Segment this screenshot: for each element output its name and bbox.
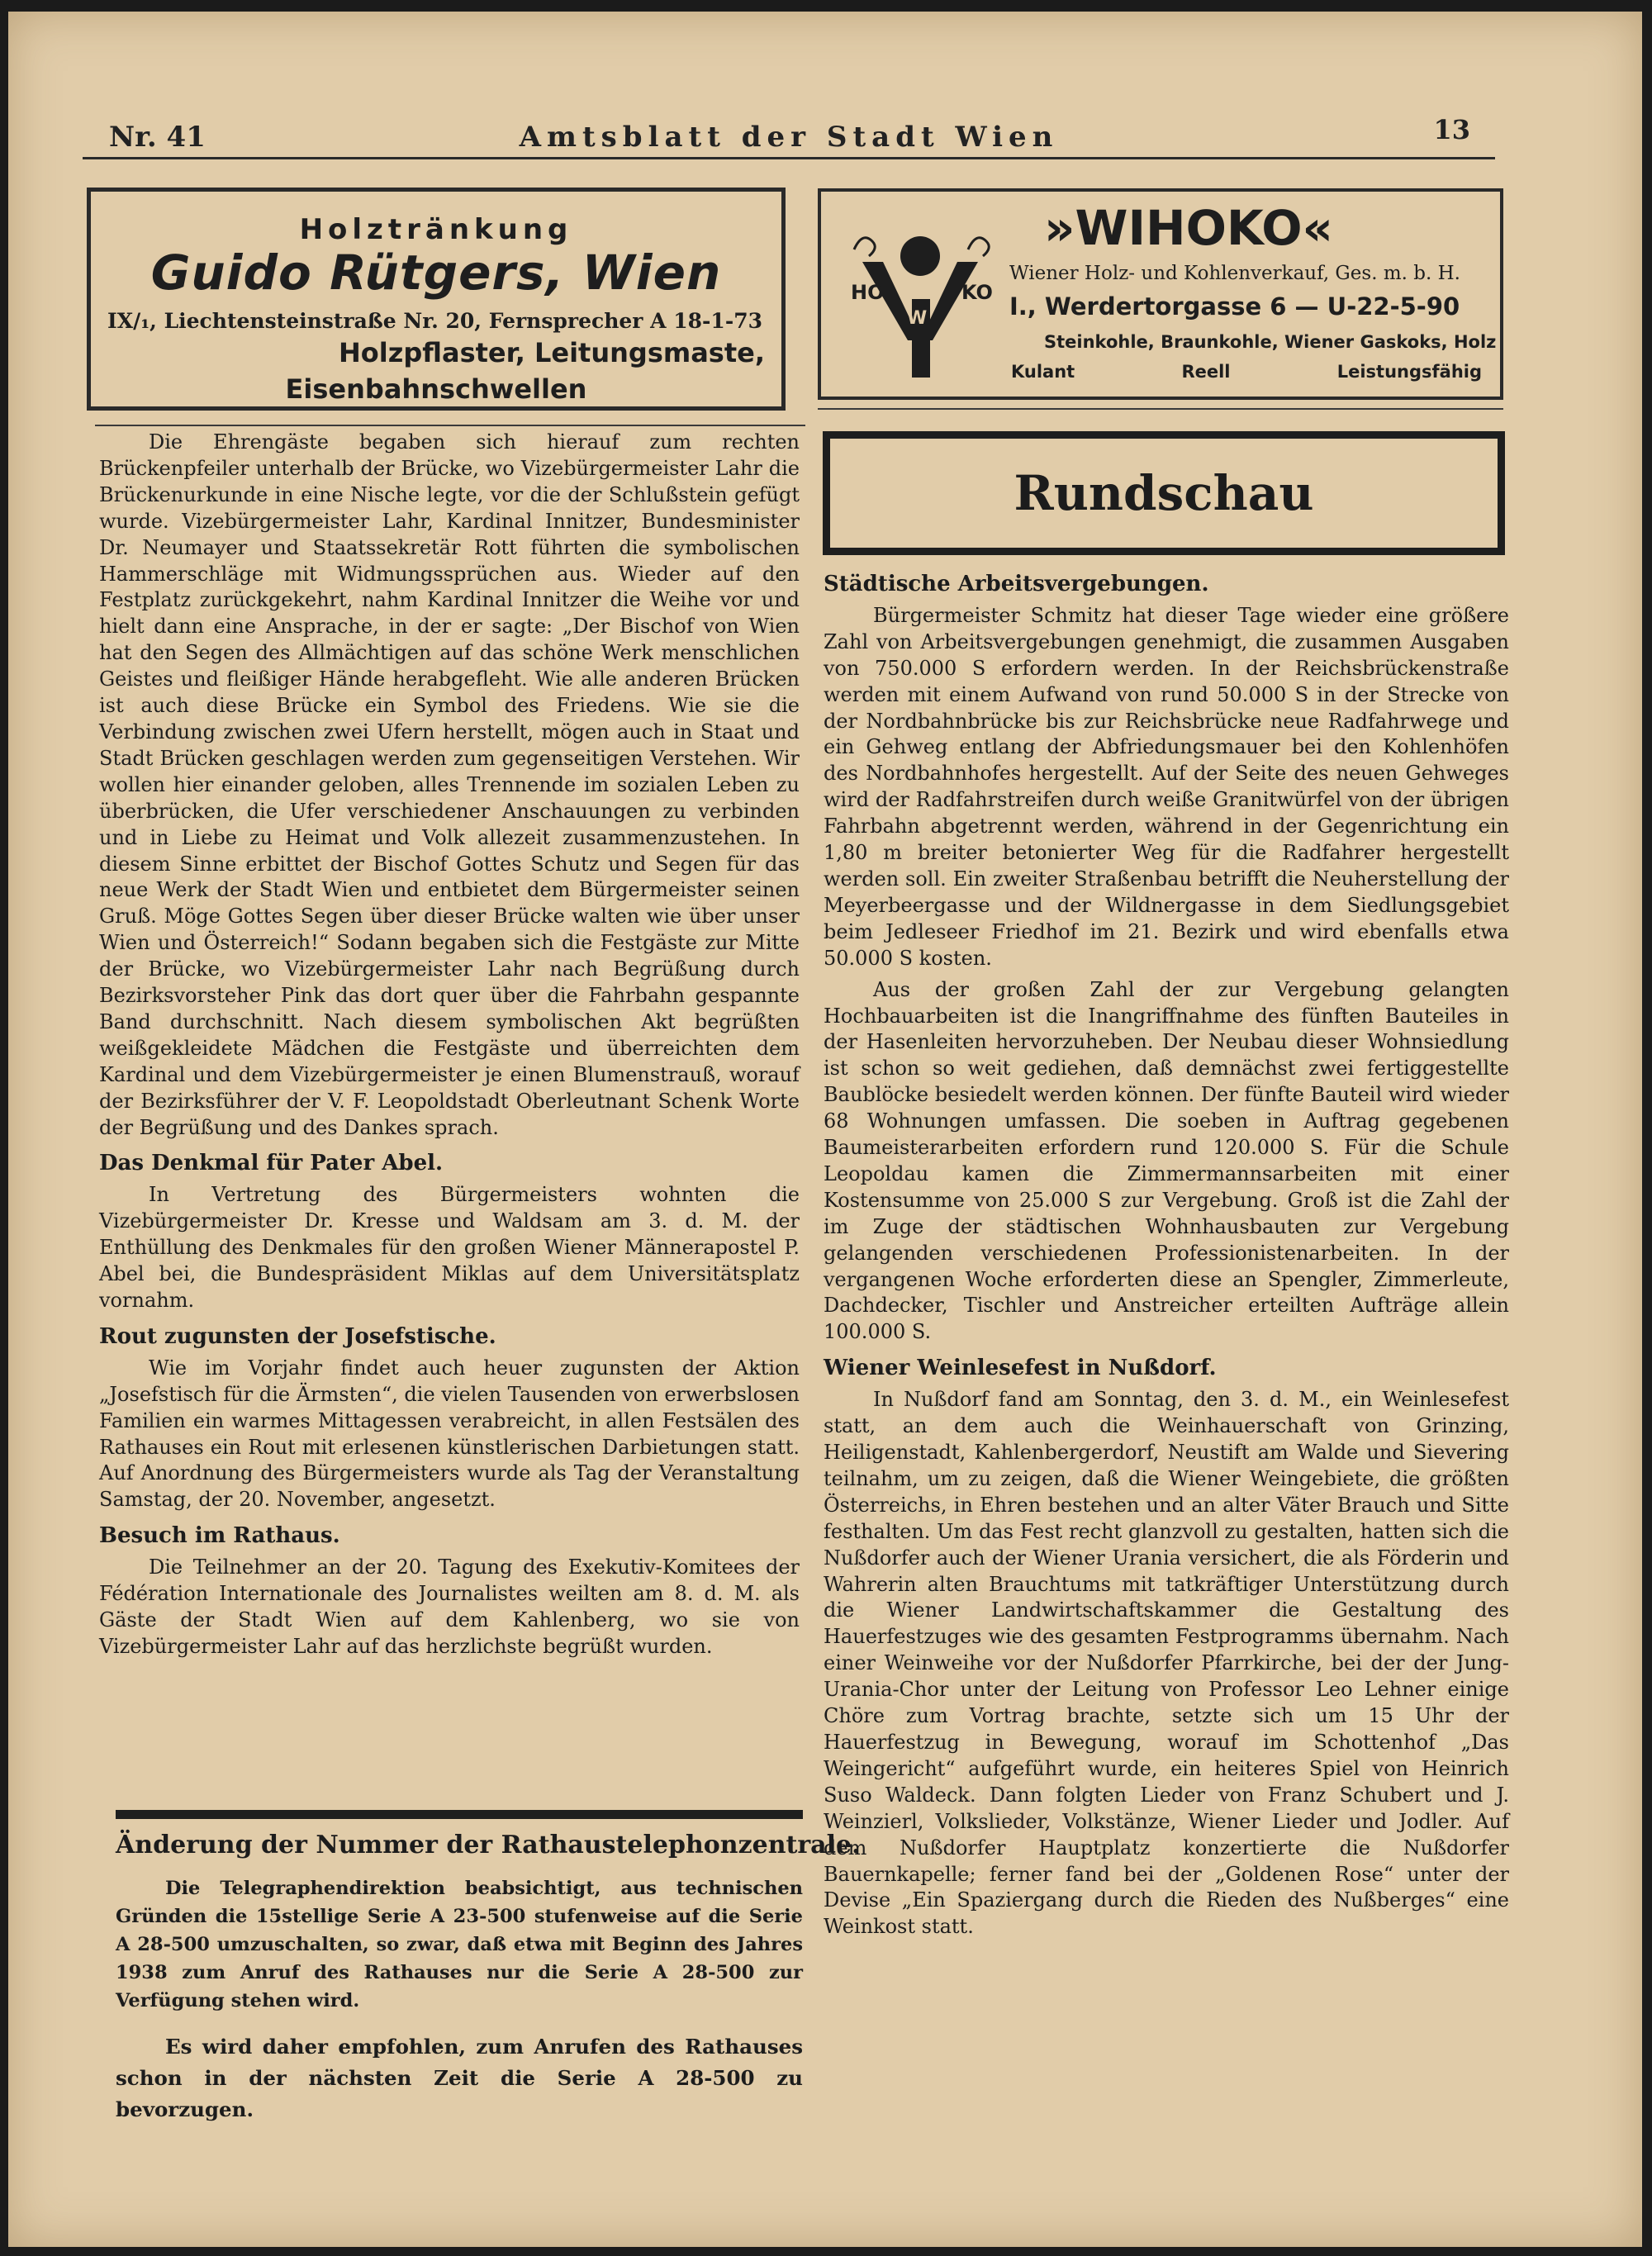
ad-ruetgers-name: Guido Rütgers, Wien (150, 245, 722, 301)
ad-ruetgers-address: IX/₁, Liechtensteinstraße Nr. 20, Fernsprecher A 18-1-73 (107, 309, 762, 333)
article-rout-paragraph: Wie im Vorjahr findet auch heuer zugunsten der Aktion „Josefstisch für die Ärmsten“, die vielen Tausenden von erwerbslosen Familien ein warmes Mittagessen verabreicht, in allen Festsälen des Rathauses ein Rout mit erlesenen künstlerischen Darbietungen statt. Auf Anordnung des Bürgermeisters wurde als Tag der Veranstaltung Samstag, der 20. November, angesetzt. (99, 1356, 800, 1512)
logo-letters-ko: KO (961, 281, 993, 304)
tag-reell: Reell (1181, 362, 1231, 382)
article-besuch-paragraph: Die Teilnehmer an der 20. Tagung des Exekutiv-Komitees der Fédération Internationale des Journalistes weilten am 8. d. M. als Gäste der Stadt Wien auf dem Kahlenberg, wo sie von Vizebürgermeister Lahr auf das herzlichste begrüßt wurden. (99, 1555, 800, 1658)
headline-besuch: Besuch im Rathaus. (99, 1523, 340, 1549)
newspaper-page (8, 12, 1642, 2247)
headline-weinlesefest: Wiener Weinlesefest in Nußdorf. (824, 1356, 1217, 1381)
ad-ruetgers-line1: Holzpflaster, Leitungsmaste, (338, 337, 765, 368)
ad-wihoko-name: »WIHOKO« (1044, 200, 1333, 256)
publication-title: Amtsblatt der Stadt Wien (519, 121, 1059, 154)
headline-denkmal: Das Denkmal für Pater Abel. (99, 1151, 444, 1176)
notice-paragraph-1: Die Telegraphendirektion beabsichtigt, aus technischen Gründen die 15stellige Serie A 23-500 stufenweise auf die Serie A 28-500 umzuschalten, so zwar, daß etwa mit Beginn des Jahres 1938 zum Anruf des Rathauses nur die Serie A 28-500 zur Verfügung stehen wird. (116, 1878, 803, 2011)
divider-right (818, 408, 1503, 410)
notice-title: Änderung der Nummer der Rathaustelephonzentrale. (116, 1831, 861, 1859)
ad-wihoko-subtitle: Wiener Holz- und Kohlenverkauf, Ges. m. b. H. (1009, 263, 1460, 284)
ad-ruetgers (87, 188, 786, 411)
tag-leistungsfaehig: Leistungsfähig (1336, 362, 1482, 382)
notice-paragraph-2: Es wird daher empfohlen, zum Anrufen des Rathauses schon in der nächsten Zeit die Serie A 28-500 zu bevorzugen. (116, 2035, 803, 2121)
article-bridge-paragraph: Die Ehrengäste begaben sich hierauf zum rechten Brückenpfeiler unterhalb der Brücke, wo Vizebürgermeister Lahr die Brückenurkunde in eine Nische legte, vor die der Schlußstein gefügt wurde. Vizebürgermeister Lahr, Kardinal Innitzer, Bundesminister Dr. Neumayer und Staatssekretär Rott führten die symbolischen Hammerschläge mit Widmungssprüchen aus. Wieder auf den Festplatz zurückgekehrt, nahm Kardinal Innitzer die Weihe vor und hielt dann eine Ansprache, in der er sagte: „Der Bischof von Wien hat den Segen des Allmächtigen auf das schöne Werk menschlichen Geistes und fleißiger Hände herabgefleht. Wie alle anderen Brücken ist auch diese Brücke ein Symbol des Friedens. Wie sie die Verbindung zwischen zwei Ufern herstellt, mögen auch in Staat und Stadt Brücken geschlagen werden zum gegenseitigen Verstehen. Wir wollen hier einander geloben, alles Trennende im sozialen Leben zu überbrücken, die Ufer verschiedener Anschauungen zu verbinden und in Liebe zu Heimat und Volk allezeit zusammenzustehen. In diesem Sinne erbittet der Bischof Gottes Schutz und Segen für das neue Werk der Stadt Wien und entbietet dem Bürgermeister seinen Gruß. Möge Gottes Segen über dieser Brücke walten wie über unser Wien und Österreich!“ Sodann begaben sich die Festgäste zur Mitte der Brücke, wo Vizebürgermeister Lahr nach Begrüßung durch Bezirksvorsteher Pink das dort quer über die Fahrbahn gespannte Band durchschnitt. Nach diesem symbolischen Akt begrüßten weißgekleidete Mädchen die Festgäste und überreichten dem Kardinal und dem Vizebürgermeister je einen Blumenstrauß, worauf der Bezirksführer der V. F. Leopoldstadt Oberleutnant Schenk Worte der Begrüßung und des Dankes sprach. (99, 430, 800, 1139)
article-weinlesefest-paragraph: In Nußdorf fand am Sonntag, den 3. d. M., ein Weinlesefest statt, an dem auch die Weinhauerschaft von Grinzing, Heiligenstadt, Kahlenbergerdorf, Neustift am Walde und Sievering teilnahm, um zu zeigen, daß die Wiener Weingebiete, die größten Österreichs, in Ehren bestehen und an alter Väter Brauch und Sitte festhalten. Um das Fest recht glanzvoll zu gestalten, hatten sich die Nußdorfer auch der Wiener Urania versichert, die als Förderin und Wahrerin alten Brauchtums mit tatkräftiger Unterstützung durch die Wiener Landwirtschaftskammer die Gestaltung des Hauerfestzuges wie des gesamten Festprogramms übernahm. Nach einer Weinweihe vor der Nußdorfer Pfarrkirche, bei der der Jung-Urania-Chor unter der Leitung von Professor Leo Lehner einige Chöre zum Vortrag brachte, setzte sich um 15 Uhr der Hauerfestzug in Bewegung, worauf im Schottenhof „Das Weingericht“ aufgeführt wurde, ein heiteres Spiel von Heinrich Suso Waldeck. Dann folgten Lieder von Franz Schubert und J. Weinzierl, Volkslieder, Volkstänze, Wiener Lieder und Jodler. Auf dem Nußdorfer Hauptplatz konzertierte die Nußdorfer Bauernkapelle; ferner fand bei der „Goldenen Rose“ unter der Devise „Ein Spaziergang durch die Rieden des Nußberges“ eine Weinkost statt. (824, 1388, 1509, 1939)
ad-ruetgers-top: Holztränkung (299, 213, 573, 246)
headline-rout: Rout zugunsten der Josefstische. (99, 1323, 496, 1349)
ad-ruetgers-line2: Eisenbahnschwellen (285, 373, 587, 405)
notice-divider-bar (116, 1810, 803, 1819)
ad-wihoko-tags (1011, 362, 1482, 382)
left-column (99, 430, 800, 1660)
tag-kulant: Kulant (1011, 362, 1075, 382)
article-denkmal-paragraph: In Vertretung des Bürgermeisters wohnten die Vizebürgermeister Dr. Kresse und Waldsam am 3. d. M. der Enthüllung des Denkmales für den großen Wiener Männerapostel P. Abel bei, die Bundespräsident Miklas auf dem Universitätsplatz vornahm. (99, 1183, 800, 1312)
wihoko-logo-icon (846, 216, 995, 382)
ad-wihoko (818, 188, 1503, 400)
article-arbeitsvergebungen-paragraph-2: Aus der großen Zahl der zur Vergebung gelangten Hochbauarbeiten ist die Inangriffnahme des fünften Bauteiles in der Hasenleiten hervorzuheben. Der Neubau dieser Wohnsiedlung ist schon so weit gediehen, daß demnächst zwei fertiggestellte Baublöcke besiedelt werden können. Der fünfte Bauteil wird wieder 68 Wohnungen umfassen. Die soeben in Auftrag gegebenen Baumeisterarbeiten erfordern rund 120.000 S. Für die Schule Leopoldau kamen die Zimmermannsarbeiten mit einer Kostensumme von 25.000 S zur Vergebung. Groß ist die Zahl der im Zuge der städtischen Wohnhausbauten zur Vergebung gelangenden verschiedenen Professionistenarbeiten. In der vergangenen Woche erforderten diese an Spengler, Zimmerleute, Dachdecker, Tischler und Anstreicher erteilten Aufträge allein 100.000 S. (824, 977, 1509, 1344)
headline-arbeitsvergebungen: Städtische Arbeitsvergebungen. (824, 572, 1209, 596)
right-column (824, 572, 1509, 1940)
issue-number: Nr. 41 (109, 121, 206, 154)
divider-left (95, 425, 805, 426)
ad-wihoko-items: Steinkohle, Braunkohle, Wiener Gaskoks, Holz (1044, 332, 1497, 352)
page-header (83, 111, 1495, 159)
rundschau-title-box: Rundschau (823, 431, 1505, 555)
article-arbeitsvergebungen-paragraph-1: Bürgermeister Schmitz hat dieser Tage wieder eine größere Zahl von Arbeitsvergebungen genehmigt, die zusammen Ausgaben von 750.000 S erfordern werden. In der Reichsbrückenstraße werden mit einem Aufwand von rund 50.000 S in der Strecke von der Nordbahnbrücke bis zur Reichsbrücke neue Radfahrwege und ein Gehweg entlang der Abfriedungsmauer bei den Kohlenhöfen des Nordbahnhofes hergestellt. Auf der Seite des neuen Gehweges wird der Radfahrstreifen durch weiße Granitwürfel von der übrigen Fahrbahn abgetrennt werden, während in der Gegenrichtung ein 1,80 m breiter betonierter Weg für die Radfahrer hergestellt werden soll. Ein zweiter Straßenbau betrifft die Neuherstellung der Meyerbeergasse und der Wildnergasse in dem Siedlungsgebiet beim Jedleseer Friedhof im 21. Bezirk und wird ebenfalls etwa 50.000 S kosten. (824, 603, 1509, 970)
logo-letters-ho: HO (851, 281, 885, 304)
logo-letter-w: W (907, 308, 928, 329)
page-number: 13 (1433, 114, 1470, 145)
telephone-notice (116, 1831, 861, 2125)
ad-wihoko-address: I., Werdertorgasse 6 — U-22-5-90 (1009, 292, 1460, 321)
